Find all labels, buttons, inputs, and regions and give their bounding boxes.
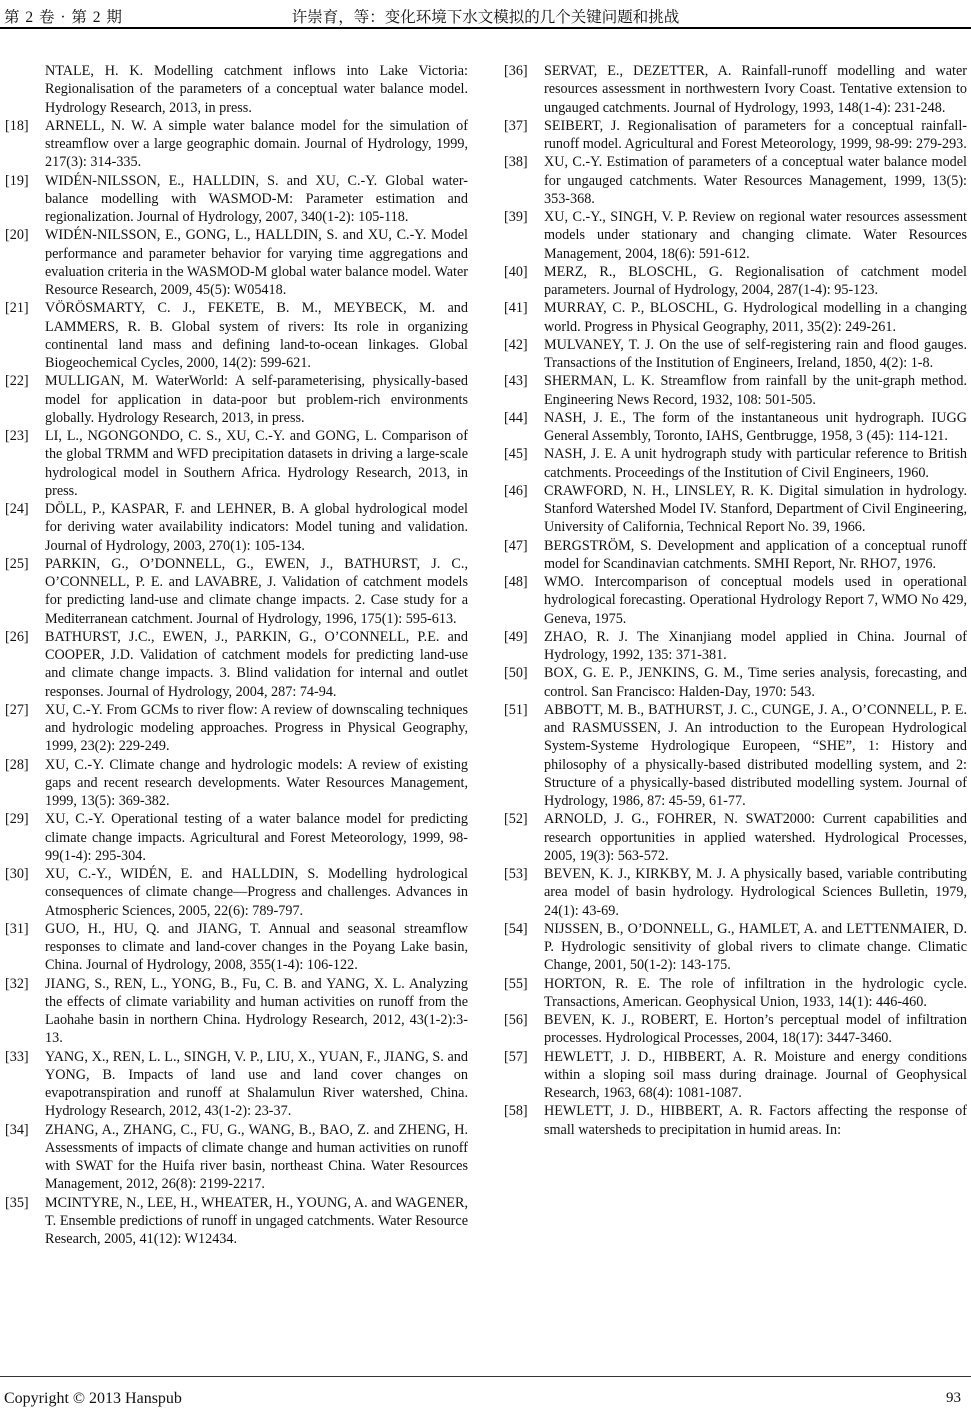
reference-entry [504, 336, 967, 373]
reference-entry [5, 500, 468, 555]
reference-entry [5, 555, 468, 628]
reference-number: [53] [504, 866, 528, 882]
reference-number: [22] [5, 373, 29, 390]
reference-entry [504, 537, 967, 574]
reference-entry [5, 372, 468, 427]
reference-number: [46] [504, 482, 528, 499]
reference-entry [5, 701, 468, 756]
reference-text: LI, L., NGONGONDO, C. S., XU, C.-Y. and GONG, L. Comparison of the global TRMM and WFD precipitation datasets in driving a large-scale hydrological model in Southern Africa. Hydrology Research, 2013, in press. [45, 428, 468, 499]
reference-entry [504, 664, 967, 701]
reference-entry [5, 1121, 468, 1194]
reference-text: WMO. Intercomparison of conceptual models used in operational hydrological forecasting. Operational Hydrology Report 7, WMO No 429, Geneva, 1975. [544, 574, 967, 627]
reference-number: [44] [504, 409, 528, 426]
reference-text: YANG, X., REN, L. L., SINGH, V. P., LIU, X., YUAN, F., JIANG, S. and YONG, B. Impacts of land use and land cover changes on evapotranspiration and runoff at Shalamulun River watershed, China. Hydrology Research, 2012, 43(1-2): 23-37. [45, 1048, 468, 1120]
reference-number: [45] [504, 446, 528, 463]
reference-text: MULVANEY, T. J. On the use of self-registering rain and flood gauges. Transactions of the Institution of Engineers, Ireland, 1850, 4(2): 1-8. [544, 336, 967, 371]
reference-entry [504, 153, 967, 208]
reference-text: XU, C.-Y. From GCMs to river flow: A review of downscaling techniques and hydrologic modeling approaches. Progress in Physical Geography, 1999, 23(2): 229-249. [45, 701, 468, 755]
footer-copyright: Copyright © 2013 Hanspub [4, 1390, 182, 1407]
header-issue-label: 第 2 卷 · 第 2 期 [4, 9, 123, 26]
reference-text: GUO, H., HU, Q. and JIANG, T. Annual and seasonal streamflow responses to climate and land-cover changes in the Poyang Lake basin, China. Journal of Hydrology, 2008, 355(1-4): 106-122. [45, 920, 468, 974]
reference-entry [504, 263, 967, 300]
reference-entry [504, 810, 967, 865]
reference-number: [30] [5, 866, 29, 882]
reference-text: XU, C.-Y. Estimation of parameters of a conceptual water balance model for ungauged catchments. Water Resources Management, 1999, 13(5): 353-368. [544, 154, 967, 207]
reference-entry [504, 117, 967, 154]
reference-entry [5, 865, 468, 920]
reference-text: NTALE, H. K. Modelling catchment inflows into Lake Victoria: Regionalisation of the parameters of a conceptual water balance model. Hydrology Research, 2013, in press. [45, 63, 468, 116]
reference-entry [5, 172, 468, 227]
header-running-title: 许崇育，等：变化环境下水文模拟的几个关键问题和挑战 [291, 9, 680, 26]
footer-rule [0, 1376, 971, 1377]
footer-page-number: 93 [946, 1390, 961, 1406]
reference-text: BEVEN, K. J., KIRKBY, M. J. A physically based, variable contributing area model of basin hydrology. Hydrological Sciences Bulletin, 1979, 24(1): 43-69. [544, 866, 967, 919]
reference-entry [5, 756, 468, 811]
reference-number: [50] [504, 665, 528, 682]
reference-number: [42] [504, 336, 528, 353]
reference-entry [5, 299, 468, 372]
reference-entry [504, 628, 967, 665]
reference-text: SERVAT, E., DEZETTER, A. Rainfall-runoff modelling and water resources assessment in northwestern Ivory Coast. Tentative extension to ungauged catchments. Journal of Hydrology, 1993, 148(1-4): 231-248. [544, 63, 967, 116]
reference-entry [504, 865, 967, 920]
reference-entry [504, 409, 967, 446]
reference-number: [55] [504, 975, 528, 992]
reference-entry [5, 117, 468, 172]
reference-text: MULLIGAN, M. WaterWorld: A self-parameterising, physically-based model for application in data-poor but problem-rich environments globally. Hydrology Research, 2013, in press. [45, 373, 468, 426]
reference-entry [504, 208, 967, 263]
reference-number: [31] [5, 920, 29, 937]
reference-entry [5, 810, 468, 865]
reference-text: XU, C.-Y., WIDÉN, E. and HALLDIN, S. Modelling hydrological consequences of climate change—Progress and challenges. Advances in Atmospheric Sciences, 2005, 22(6): 789-797. [45, 866, 468, 919]
reference-number: [35] [5, 1194, 29, 1211]
reference-entry [504, 1102, 967, 1139]
reference-number: [28] [5, 756, 29, 773]
reference-number: [21] [5, 300, 29, 317]
reference-entry [5, 628, 468, 701]
reference-number: [18] [5, 117, 29, 134]
reference-text: XU, C.-Y. Operational testing of a water balance model for predicting climate change impacts. Agricultural and Forest Meteorology, 1999, 98-99(1-4): 295-304. [45, 811, 468, 864]
reference-entry [504, 62, 967, 117]
reference-number: [25] [5, 555, 29, 572]
reference-text: HEWLETT, J. D., HIBBERT, A. R. Factors affecting the response of small watersheds to precipitation in humid areas. In: [544, 1103, 967, 1138]
reference-entry [5, 427, 468, 500]
reference-number: [43] [504, 373, 528, 390]
reference-number: [47] [504, 537, 528, 554]
reference-number: [19] [5, 172, 29, 189]
reference-number: [54] [504, 920, 528, 937]
reference-text: JIANG, S., REN, L., YONG, B., Fu, C. B. and YANG, X. L. Analyzing the effects of climate variability and human activities on runoff from the Laohahe basin in northern China. Hydrology Research, 2012, 43(1-2):3-13. [45, 975, 468, 1047]
reference-number: [36] [504, 63, 528, 79]
reference-entry [504, 1011, 967, 1048]
reference-number: [49] [504, 628, 528, 645]
reference-text: XU, C.-Y. Climate change and hydrologic models: A review of existing gaps and recent research developments. Water Resources Management, 1999, 13(5): 369-382. [45, 756, 468, 809]
reference-entry [5, 920, 468, 975]
reference-number: [58] [504, 1103, 528, 1120]
reference-entry [5, 975, 468, 1048]
reference-entry [5, 62, 468, 117]
reference-number: [29] [5, 811, 29, 828]
reference-number: [27] [5, 701, 29, 718]
reference-text: XU, C.-Y., SINGH, V. P. Review on regional water resources assessment models under stationary and changing climate. Water Resources Management, 2004, 18(6): 591-612. [544, 209, 967, 262]
reference-number: [40] [504, 263, 528, 280]
reference-text: HORTON, R. E. The role of infiltration in the hydrologic cycle. Transactions, American. Geophysical Union, 1933, 14(1): 446-460. [544, 975, 967, 1010]
reference-entry [504, 573, 967, 628]
reference-text: BERGSTRÖM, S. Development and application of a conceptual runoff model for Scandinavian catchments. SMHI Report, Nr. RHO7, 1976. [544, 537, 967, 572]
reference-number: [48] [504, 574, 528, 590]
header-rule [0, 27, 971, 29]
reference-text: BOX, G. E. P., JENKINS, G. M., Time series analysis, forecasting, and control. San Francisco: Halden-Day, 1970: 543. [544, 665, 967, 700]
reference-number: [37] [504, 117, 528, 134]
reference-text: HEWLETT, J. D., HIBBERT, A. R. Moisture and energy conditions within a sloping soil mass during drainage. Journal of Geophysical Research, 1963, 68(4): 1081-1087. [544, 1048, 967, 1101]
reference-number: [41] [504, 300, 528, 317]
reference-number: [38] [504, 154, 528, 171]
reference-text: ZHAO, R. J. The Xinanjiang model applied in China. Journal of Hydrology, 1992, 135: 371-381. [544, 628, 967, 663]
reference-number: [33] [5, 1048, 29, 1065]
reference-text: CRAWFORD, N. H., LINSLEY, R. K. Digital simulation in hydrology. Stanford Watershed Model IV. Stanford, Department of Civil Engineering, University of California, Technical Report No. 39, 1966. [544, 482, 967, 536]
reference-entry [504, 372, 967, 409]
reference-number: [39] [504, 209, 528, 225]
references-section [5, 62, 967, 1248]
reference-entry [504, 482, 967, 537]
reference-text: VÖRÖSMARTY, C. J., FEKETE, B. M., MEYBECK, M. and LAMMERS, R. B. Global system of rivers: Its role in organizing continental land mass and defining land-to-ocean linkages. Global Biogeochemical Cycles, 2000, 14(2): 599-621. [45, 300, 468, 371]
reference-text: SEIBERT, J. Regionalisation of parameters for a conceptual rainfall-runoff model. Agricultural and Forest Meteorology, 1999, 98-99: 279-293. [544, 117, 967, 152]
reference-text: BATHURST, J.C., EWEN, J., PARKIN, G., O’CONNELL, P.E. and COOPER, J.D. Validation of catchment models for predicting land-use and climate change impacts. 3. Blind validation for internal and outlet responses. Journal of Hydrology, 2004, 287: 74-94. [45, 628, 468, 700]
references-column-right [504, 62, 967, 1248]
reference-text: PARKIN, G., O’DONNELL, G., EWEN, J., BATHURST, J. C., O’CONNELL, P. E. and LAVABRE, J. Validation of catchment models for predicting land-use and climate change impacts. 2. Case study for a Mediterranean catchment. Journal of Hydrology, 1996, 175(1): 595-613. [45, 555, 468, 627]
reference-text: MCINTYRE, N., LEE, H., WHEATER, H., YOUNG, A. and WAGENER, T. Ensemble predictions of runoff in ungaged catchments. Water Resource Research, 2005, 41(12): W12434. [45, 1194, 468, 1247]
reference-entry [504, 1048, 967, 1103]
reference-number: [23] [5, 428, 29, 444]
reference-text: BEVEN, K. J., ROBERT, E. Horton’s perceptual model of infiltration processes. Hydrological Processes, 2004, 18(17): 3447-3460. [544, 1012, 967, 1047]
reference-entry [5, 1194, 468, 1249]
reference-entry [5, 1048, 468, 1121]
reference-number: [52] [504, 811, 528, 828]
reference-number: [51] [504, 701, 528, 718]
reference-number: [24] [5, 501, 29, 517]
reference-entry [504, 975, 967, 1012]
reference-text: WIDÉN-NILSSON, E., HALLDIN, S. and XU, C.-Y. Global water-balance modelling with WASMOD-M: Parameter estimation and regionalization. Journal of Hydrology, 2007, 340(1-2): 105-118. [45, 172, 468, 225]
reference-text: MERZ, R., BLOSCHL, G. Regionalisation of catchment model parameters. Journal of Hydrology, 2004, 287(1-4): 95-123. [544, 263, 967, 298]
reference-number: [32] [5, 975, 29, 992]
reference-text: NASH, J. E. A unit hydrograph study with particular reference to British catchments. Proceedings of the Institution of Civil Engineers, 1960. [544, 446, 967, 481]
reference-entry [504, 299, 967, 336]
reference-text: MURRAY, C. P., BLOSCHL, G. Hydrological modelling in a changing world. Progress in Physical Geography, 2011, 35(2): 249-261. [544, 300, 967, 335]
reference-text: NIJSSEN, B., O’DONNELL, G., HAMLET, A. and LETTENMAIER, D. P. Hydrologic sensitivity of global rivers to climate change. Climatic Change, 2001, 50(1-2): 143-175. [544, 920, 967, 974]
reference-entry [5, 226, 468, 299]
reference-text: ARNELL, N. W. A simple water balance model for the simulation of streamflow over a large geographic domain. Journal of Hydrology, 1999, 217(3): 314-335. [45, 117, 468, 171]
reference-text: NASH, J. E., The form of the instantaneous unit hydrograph. IUGG General Assembly, Toronto, IAHS, Gentbrugge, 1958, 3 (45): 114-121. [544, 409, 967, 444]
reference-entry [504, 920, 967, 975]
reference-text: SHERMAN, L. K. Streamflow from rainfall by the unit-graph method. Engineering News Record, 1932, 108: 501-505. [544, 373, 967, 408]
reference-number: [56] [504, 1012, 528, 1028]
reference-text: ABBOTT, M. B., BATHURST, J. C., CUNGE, J. A., O’CONNELL, P. E. and RASMUSSEN, J. An introduction to the European Hydrological System-Systeme Hydrologique Europeen, “SHE”, 1: History and philosophy of a physically-based distributed modelling system, and 2: Structure of a physically-based distributed modelling system. Journal of Hydrology, 1986, 87: 45-59, 61-77. [544, 701, 967, 809]
reference-number: [34] [5, 1121, 29, 1138]
reference-text: WIDÉN-NILSSON, E., GONG, L., HALLDIN, S. and XU, C.-Y. Model performance and parameter behavior for varying time aggregations and evaluation criteria in the WASMOD-M global water balance model. Water Resource Research, 2009, 45(5): W05418. [45, 227, 468, 298]
reference-number: [20] [5, 227, 29, 244]
reference-number: [57] [504, 1048, 528, 1065]
reference-text: ARNOLD, J. G., FOHRER, N. SWAT2000: Current capabilities and research opportunities in applied watershed. Hydrological Processes, 2005, 19(3): 563-572. [544, 811, 967, 864]
reference-entry [504, 701, 967, 811]
references-column-left [5, 62, 468, 1248]
reference-text: ZHANG, A., ZHANG, C., FU, G., WANG, B., BAO, Z. and ZHENG, H. Assessments of impacts of climate change and human activities on runoff with SWAT for the Huifa river basin, northeast China. Water Resources Management, 2012, 26(8): 2199-2217. [45, 1121, 468, 1193]
reference-text: DÖLL, P., KASPAR, F. and LEHNER, B. A global hydrological model for deriving water availability indicators: Model tuning and validation. Journal of Hydrology, 2003, 270(1): 105-134. [45, 501, 468, 554]
reference-entry [504, 445, 967, 482]
reference-number: [26] [5, 628, 29, 645]
